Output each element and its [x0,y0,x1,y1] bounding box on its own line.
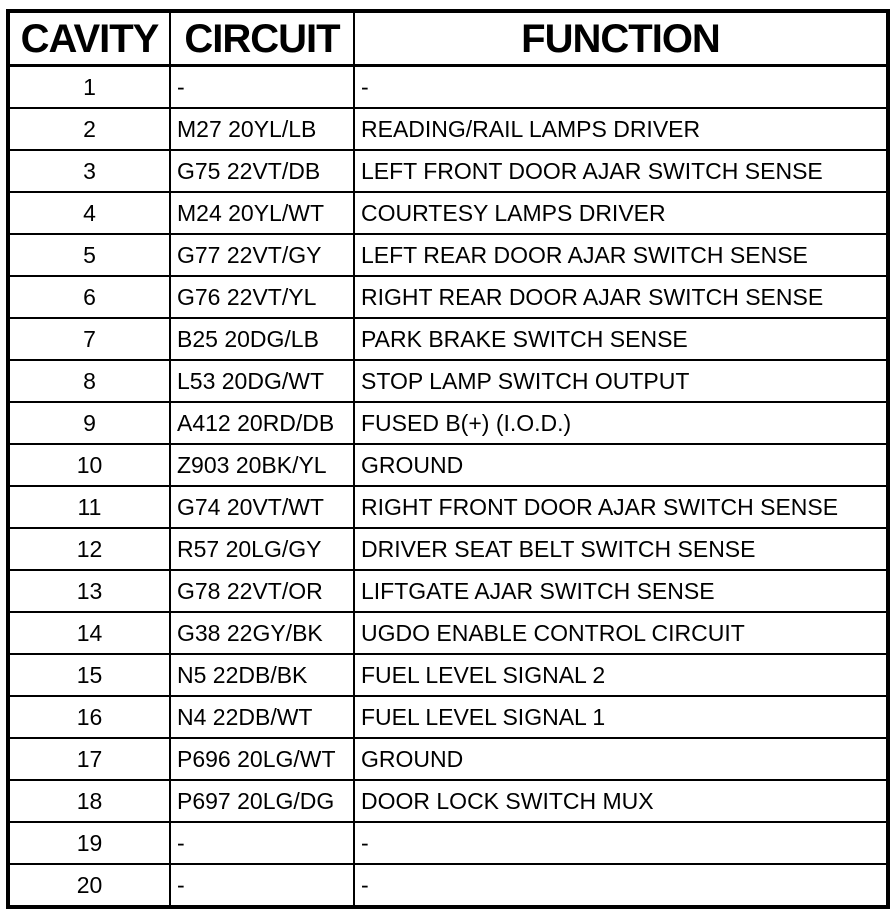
header-function: FUNCTION [354,11,888,66]
table-row [8,402,888,444]
table-row [8,696,888,738]
table-row [8,654,888,696]
function-cell: FUEL LEVEL SIGNAL 1 [354,696,888,738]
function-cell: LEFT REAR DOOR AJAR SWITCH SENSE [354,234,888,276]
cavity-cell: 12 [8,528,170,570]
table-row [8,738,888,780]
table-row [8,66,888,109]
cavity-cell: 10 [8,444,170,486]
function-cell: LEFT FRONT DOOR AJAR SWITCH SENSE [354,150,888,192]
table-row [8,192,888,234]
cavity-cell: 4 [8,192,170,234]
circuit-cell: G75 22VT/DB [170,150,354,192]
circuit-cell: G38 22GY/BK [170,612,354,654]
header-row [8,11,888,66]
header-circuit: CIRCUIT [170,11,354,66]
cavity-cell: 14 [8,612,170,654]
circuit-cell: G78 22VT/OR [170,570,354,612]
table-row [8,108,888,150]
cavity-cell: 11 [8,486,170,528]
header-cavity: CAVITY [8,11,170,66]
cavity-cell: 6 [8,276,170,318]
cavity-cell: 17 [8,738,170,780]
cavity-cell: 15 [8,654,170,696]
function-cell: DRIVER SEAT BELT SWITCH SENSE [354,528,888,570]
table-row [8,360,888,402]
function-cell: STOP LAMP SWITCH OUTPUT [354,360,888,402]
cavity-cell: 5 [8,234,170,276]
function-cell: DOOR LOCK SWITCH MUX [354,780,888,822]
function-cell: FUEL LEVEL SIGNAL 2 [354,654,888,696]
circuit-cell: G77 22VT/GY [170,234,354,276]
circuit-cell: P697 20LG/DG [170,780,354,822]
circuit-cell: Z903 20BK/YL [170,444,354,486]
table-row [8,318,888,360]
cavity-cell: 7 [8,318,170,360]
circuit-cell: N4 22DB/WT [170,696,354,738]
table-row [8,528,888,570]
function-cell: LIFTGATE AJAR SWITCH SENSE [354,570,888,612]
function-cell: - [354,822,888,864]
table-row [8,150,888,192]
cavity-cell: 2 [8,108,170,150]
function-cell: UGDO ENABLE CONTROL CIRCUIT [354,612,888,654]
circuit-cell: M24 20YL/WT [170,192,354,234]
table-row [8,612,888,654]
circuit-cell: A412 20RD/DB [170,402,354,444]
cavity-cell: 20 [8,864,170,907]
cavity-cell: 1 [8,66,170,109]
circuit-cell: G74 20VT/WT [170,486,354,528]
function-cell: GROUND [354,444,888,486]
function-cell: PARK BRAKE SWITCH SENSE [354,318,888,360]
table-row [8,570,888,612]
function-cell: GROUND [354,738,888,780]
connector-pinout-table [6,9,890,909]
table-row [8,276,888,318]
table-row [8,486,888,528]
cavity-cell: 13 [8,570,170,612]
circuit-cell: M27 20YL/LB [170,108,354,150]
table-body [8,66,888,908]
circuit-cell: G76 22VT/YL [170,276,354,318]
cavity-cell: 19 [8,822,170,864]
cavity-cell: 16 [8,696,170,738]
table-row [8,864,888,907]
circuit-cell: R57 20LG/GY [170,528,354,570]
function-cell: RIGHT FRONT DOOR AJAR SWITCH SENSE [354,486,888,528]
table-row [8,822,888,864]
function-cell: - [354,66,888,109]
circuit-cell: - [170,66,354,109]
function-cell: READING/RAIL LAMPS DRIVER [354,108,888,150]
function-cell: FUSED B(+) (I.O.D.) [354,402,888,444]
circuit-cell: B25 20DG/LB [170,318,354,360]
function-cell: - [354,864,888,907]
cavity-cell: 9 [8,402,170,444]
cavity-cell: 8 [8,360,170,402]
function-cell: RIGHT REAR DOOR AJAR SWITCH SENSE [354,276,888,318]
function-cell: COURTESY LAMPS DRIVER [354,192,888,234]
circuit-cell: L53 20DG/WT [170,360,354,402]
circuit-cell: - [170,864,354,907]
table-row [8,780,888,822]
circuit-cell: - [170,822,354,864]
circuit-cell: P696 20LG/WT [170,738,354,780]
circuit-cell: N5 22DB/BK [170,654,354,696]
cavity-cell: 3 [8,150,170,192]
table-row [8,444,888,486]
cavity-cell: 18 [8,780,170,822]
table-row [8,234,888,276]
